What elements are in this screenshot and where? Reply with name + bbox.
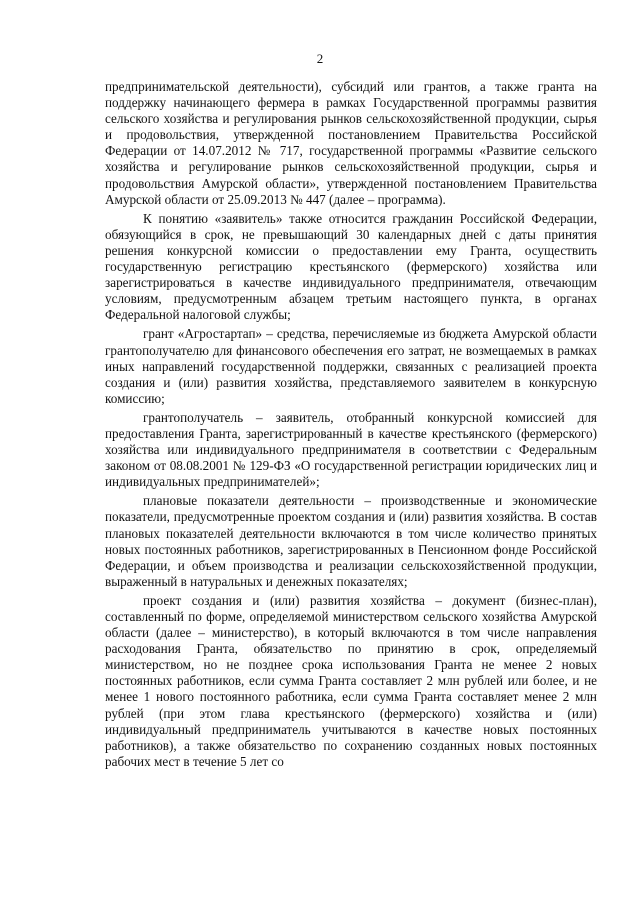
document-body xyxy=(105,79,597,773)
paragraph-applicant-definition: К понятию «заявитель» также относится гражданин Российской Федерации, обязующийся в срок, не превышающий 30 календарных дней с даты принятия решения конкурсной комиссии о предоставлении ему Гранта, осуществить государственную регистрацию крестьянского (фермерского) хозяйства или зарегистрироваться в качестве индивидуального предпринимателя, отвечающим условиям, предусмотренным абзацем третьим настоящего пункта, в органах Федеральной налоговой службы; xyxy=(105,210,597,323)
paragraph-grant-recipient: грантополучатель – заявитель, отобранный конкурсной комиссией для предоставления Гранта, зарегистрированный в качестве крестьянского (фермерского) хозяйства или индивидуального предпринимателя в соответствии с Федеральным законом от 08.08.2001 № 129-ФЗ «О государственной регистрации юридических лиц и индивидуальных предпринимателей»; xyxy=(105,409,597,490)
paragraph-grant-agrostartap: грант «Агростартап» – средства, перечисляемые из бюджета Амурской области грантополучателю для финансового обеспечения его затрат, не возмещаемых в рамках иных направлений государственной поддержки, связанных с реализацией проекта создания и (или) развития хозяйства, представляемого заявителем в конкурсную комиссию; xyxy=(105,326,597,406)
paragraph-business-project: проект создания и (или) развития хозяйства – документ (бизнес-план), составленный по форме, определяемой министерством сельского хозяйства Амурской области (далее – министерство), в который включаются в том числе направления расходования Гранта, обязательство по принятию в срок, определяемый министерством, но не позднее срока использования Гранта не менее 2 новых постоянных работников, если сумма Гранта составляет 2 млн рублей или более, и не менее 1 нового постоянного работника, если сумма Гранта составляет менее 2 млн рублей (при этом глава крестьянского (фермерского) хозяйства и (или) индивидуальный предприниматель учитываются в качестве новых постоянных работников), а также обязательство по сохранению созданных новых постоянных рабочих мест в течение 5 лет со xyxy=(105,592,597,769)
paragraph-planned-indicators: плановые показатели деятельности – производственные и экономические показатели, предусмотренные проектом создания и (или) развития хозяйства. В состав плановых показателей деятельности включаются в том числе количество принятых новых постоянных работников, зарегистрированных в Пенсионном фонде Российской Федерации, и объем производства и реализации сельскохозяйственной продукции, выраженный в натуральных и денежных показателях; xyxy=(105,493,597,589)
paragraph-continuation: предпринимательской деятельности), субсидий или грантов, а также гранта на поддержку начинающего фермера в рамках Государственной программы развития сельского хозяйства и регулирования рынков сельскохозяйственной продукции, сырья и продовольствия, утвержденной постановлением Правительства Российской Федерации от 14.07.2012 № 717, государственной программы «Развитие сельского хозяйства и регулирование рынков сельскохозяйственной продукции, сырья и продовольствия Амурской области», утвержденной постановлением Правительства Амурской области от 25.09.2013 № 447 (далее – программа). xyxy=(105,79,597,207)
page-number: 2 xyxy=(316,51,324,66)
